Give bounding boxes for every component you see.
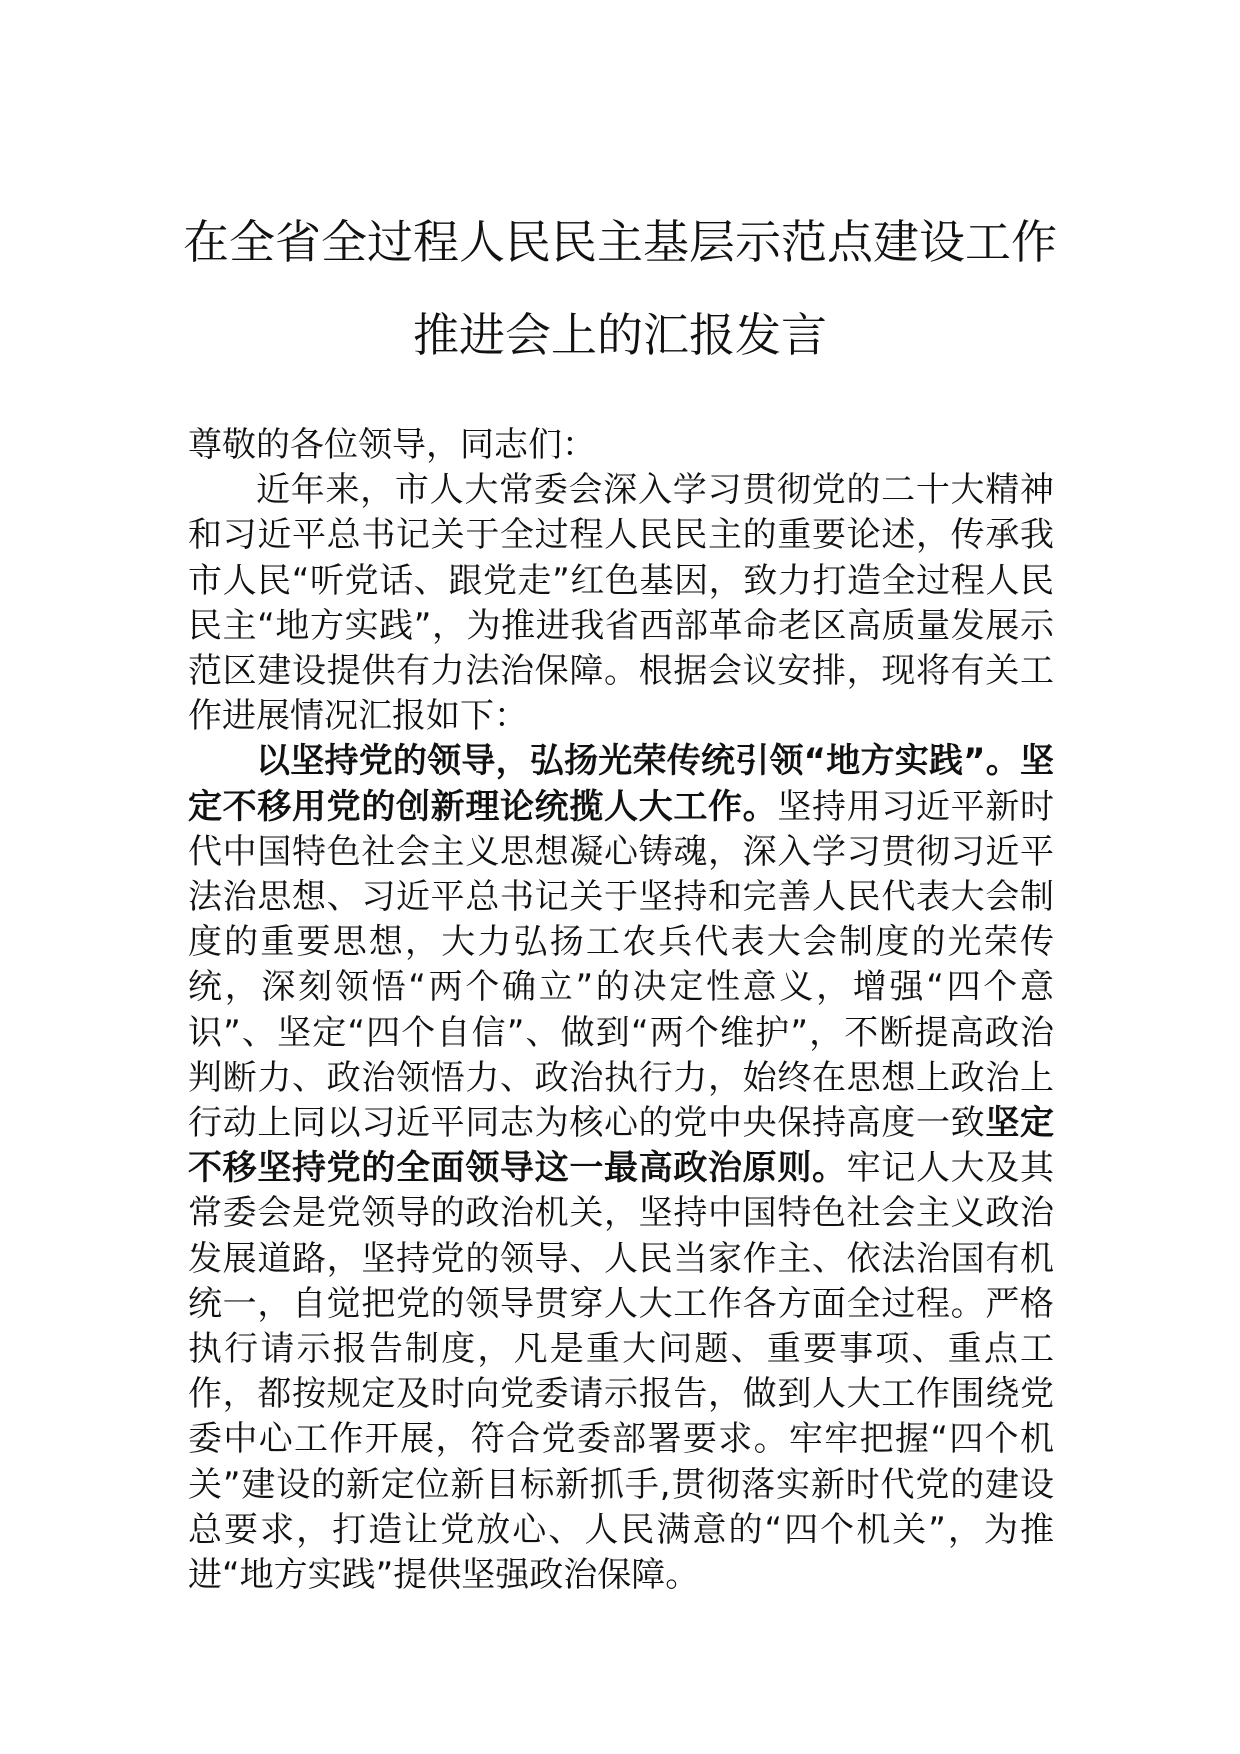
subheading-theory: 坚定不移用党的创新理论统揽人大工作。 (188, 741, 1054, 827)
intro-paragraph: 近年来，市人大常委会深入学习贯彻党的二十大精神和习近平总书记关于全过程人民民主的重要论述，传承我市人民“听党话、跟党走”红色基因，致力打造全过程人民民主“地方实践”，为推进我省西部革命老区高质量发展示范区建设提供有力法治保障。根据会议安排，现将有关工作进展情况汇报如下： (188, 470, 1054, 737)
section-heading-paragraph (188, 739, 1054, 1598)
subheading-leadership: 坚定不移坚持党的全面领导这一最高政治原则。 (188, 1103, 1055, 1189)
salutation: 尊敬的各位领导，同志们： (188, 425, 596, 465)
paragraph-theory-text: 坚持用习近平新时代中国特色社会主义思想凝心铸魂，深入学习贯彻习近平法治思想、习近平总书记关于坚持和完善人民代表大会制度的重要思想，大力弘扬工农兵代表大会制度的光荣传统，深刻领悟“两个确立”的决定性意义，增强“四个意识”、坚定“四个自信”、做到“两个维护”，不断提高政治判断力、政治领悟力、政治执行力，始终在思想上政治上行动上同以习近平同志为核心的党中央保持高度一致 (188, 786, 1055, 1144)
document-title: 在全省全过程人民民主基层示范点建设工作推进会上的汇报发言 (183, 215, 1057, 362)
paragraph-leadership-text: 牢记人大及其常委会是党领导的政治机关，坚持中国特色社会主义政治发展道路，坚持党的领导、人民当家作主、依法治国有机统一，自觉把党的领导贯穿人大工作各方面全过程。严格执行请示报告制度，凡是重大问题、重要事项、重点工作，都按规定及时向党委请示报告，做到人大工作围绕党委中心工作开展，符合党委部署要求。牢牢把握“四个机关”建设的新定位新目标新抓手,贯彻落实新时代党的建设总要求，打造让党放心、人民满意的“四个机关”，为推进“地方实践”提供坚强政治保障。 (188, 1148, 1055, 1596)
section-heading: 以坚持党的领导，弘扬光荣传统引领“地方实践”。 (256, 741, 1020, 782)
document-body (188, 423, 1054, 1598)
